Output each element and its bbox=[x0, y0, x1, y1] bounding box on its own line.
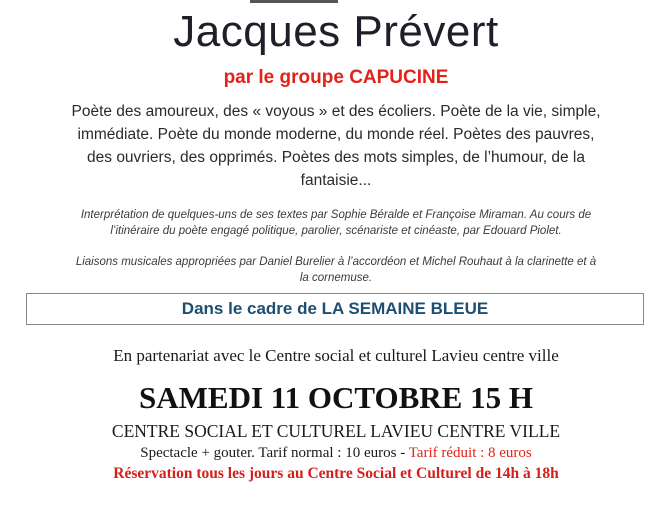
intro-line: immédiate. Poète du monde moderne, du monde réel. Poètes des pauvres, bbox=[77, 126, 595, 143]
intro-paragraph bbox=[30, 100, 642, 192]
credit-line: l’itinéraire du poète engagé politique, parolier, scénariste et cinéaste, par Edouard Piolet. bbox=[110, 225, 562, 237]
price-normal: Spectacle + gouter. Tarif normal : 10 euros - bbox=[140, 445, 409, 461]
event-date: SAMEDI 11 OCTOBRE 15 H bbox=[139, 380, 533, 415]
semaine-bleue-text: Dans le cadre de LA SEMAINE BLEUE bbox=[181, 299, 489, 318]
intro-line: des ouvriers, des opprimés. Poètes des mots simples, de l’humour, de la bbox=[87, 149, 585, 166]
booking-line: Réservation tous les jours au Centre Social et Culturel de 14h à 18h bbox=[113, 465, 559, 482]
price-line bbox=[0, 443, 672, 463]
music-credit bbox=[20, 254, 652, 286]
credit-line: Interprétation de quelques-uns de ses textes par Sophie Béralde et Françoise Miraman. Au cours de bbox=[80, 209, 592, 221]
event-venue: CENTRE SOCIAL ET CULTUREL LAVIEU CENTRE VILLE bbox=[111, 421, 561, 441]
price-reduced: Tarif réduit : 8 euros bbox=[408, 445, 532, 461]
interpretation-credit bbox=[20, 207, 652, 239]
top-image-edge bbox=[250, 0, 338, 3]
page-title: Jacques Prévert bbox=[173, 7, 499, 56]
credit-line: Liaisons musicales appropriées par Daniel Burelier à l’accordéon et Michel Rouhaut à la clarinette et à bbox=[75, 256, 597, 268]
intro-line: fantaisie... bbox=[300, 172, 372, 189]
group-subtitle: par le groupe CAPUCINE bbox=[223, 67, 449, 88]
semaine-bleue-box bbox=[26, 293, 644, 325]
intro-line: Poète des amoureux, des « voyous » et des écoliers. Poète de la vie, simple, bbox=[71, 103, 601, 120]
credit-line: la cornemuse. bbox=[299, 272, 373, 284]
partnership-line: En partenariat avec le Centre social et culturel Lavieu centre ville bbox=[113, 346, 559, 365]
